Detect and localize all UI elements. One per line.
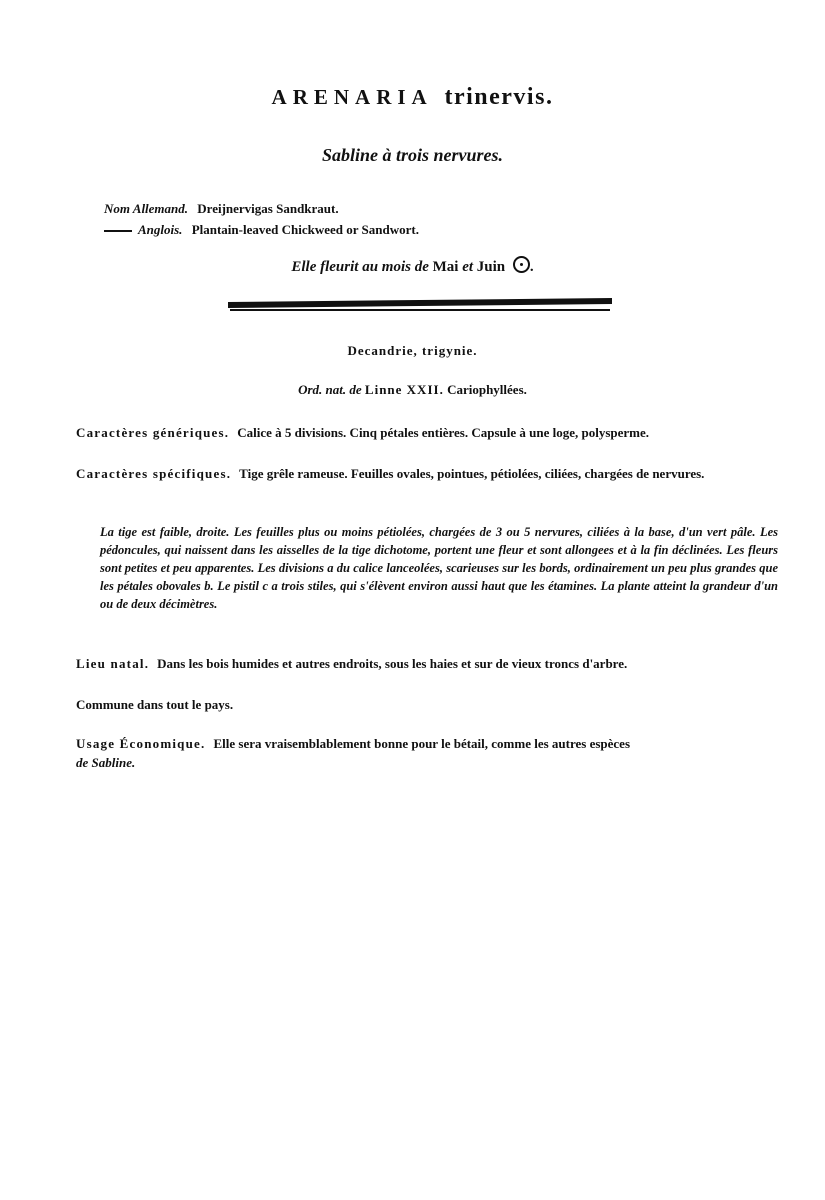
order-prefix: Ord. nat. de <box>298 382 362 397</box>
usage-heading: Usage Économique. <box>76 736 206 751</box>
flowering-period: Elle fleurit au mois de Mai et Juin . <box>0 256 825 276</box>
title-species: trinervis. <box>444 84 554 110</box>
page-title <box>0 84 825 111</box>
flowering-month-1: Mai <box>432 259 459 275</box>
order-family: Cariophyllées. <box>447 382 527 397</box>
habitat-heading: Lieu natal. <box>76 656 150 671</box>
german-name-label: Nom Allemand. <box>104 201 189 216</box>
generic-characters-heading: Caractères génériques. <box>76 425 230 440</box>
flowering-text: Elle fleurit au mois de <box>291 259 429 275</box>
order-linne: Linne XXII. <box>364 382 444 397</box>
german-name-value: Dreijnervigas Sandkraut. <box>197 201 339 216</box>
french-name: Sabline à trois nervures. <box>321 145 504 165</box>
habitat <box>76 654 776 673</box>
rule-thin-line <box>230 309 610 311</box>
natural-order <box>0 382 825 398</box>
english-name-value: Plantain-leaved Chickweed or Sandwort. <box>191 222 419 237</box>
decorative-rule <box>228 300 612 314</box>
linnaean-class: Decandrie, trigynie. <box>347 343 478 358</box>
vernacular-names <box>104 198 419 240</box>
german-name-row <box>104 198 419 219</box>
flowering-month-2: Juin <box>476 259 506 275</box>
usage-text: Elle sera vraisemblablement bonne pour le bétail, comme les autres espèces <box>213 736 631 751</box>
annual-sun-symbol-icon <box>513 256 530 273</box>
english-name-label: Anglois. <box>138 222 183 237</box>
economic-usage <box>76 734 776 772</box>
distribution: Commune dans tout le pays. <box>76 697 234 712</box>
plant-description: La tige est faible, droite. Les feuilles plus ou moins pétiolées, chargées de 3 ou 5 nervures, ciliées à la base, d'un vert pâle. Les pédoncules, qui naissent dans les aisselles de la tige dichotome, portent une fleur et sont allongees et à la fin déclinées. Les fleurs sont petites et peu apparentes. Les divisions a du calice lanceolées, scarieuses sur les bords, ordinairement un peu plus grandes que les pétales obovales b. Le pistil c a trois stiles, qui s'élèvent environ aussi haut que les étamines. La plante atteint la grandeur d'un ou de deux décimètres. <box>100 525 778 611</box>
ditto-dash <box>104 230 132 232</box>
generic-characters-text: Calice à 5 divisions. Cinq pétales entières. Capsule à une loge, polysperme. <box>237 425 650 440</box>
title-genus: ARENARIA <box>271 85 433 109</box>
generic-characters <box>76 423 776 442</box>
usage-tail: de Sabline. <box>76 755 136 770</box>
habitat-text: Dans les bois humides et autres endroits, sous les haies et sur de vieux troncs d'arbre. <box>157 656 628 671</box>
english-name-row <box>104 219 419 240</box>
flowering-conjunction: et <box>462 259 474 275</box>
specific-characters-text: Tige grêle rameuse. Feuilles ovales, pointues, pétiolées, ciliées, chargées de nervures. <box>239 466 705 481</box>
specific-characters <box>76 464 776 483</box>
specific-characters-heading: Caractères spécifiques. <box>76 466 232 481</box>
rule-thick-line <box>228 298 612 308</box>
usage-line <box>76 734 776 753</box>
